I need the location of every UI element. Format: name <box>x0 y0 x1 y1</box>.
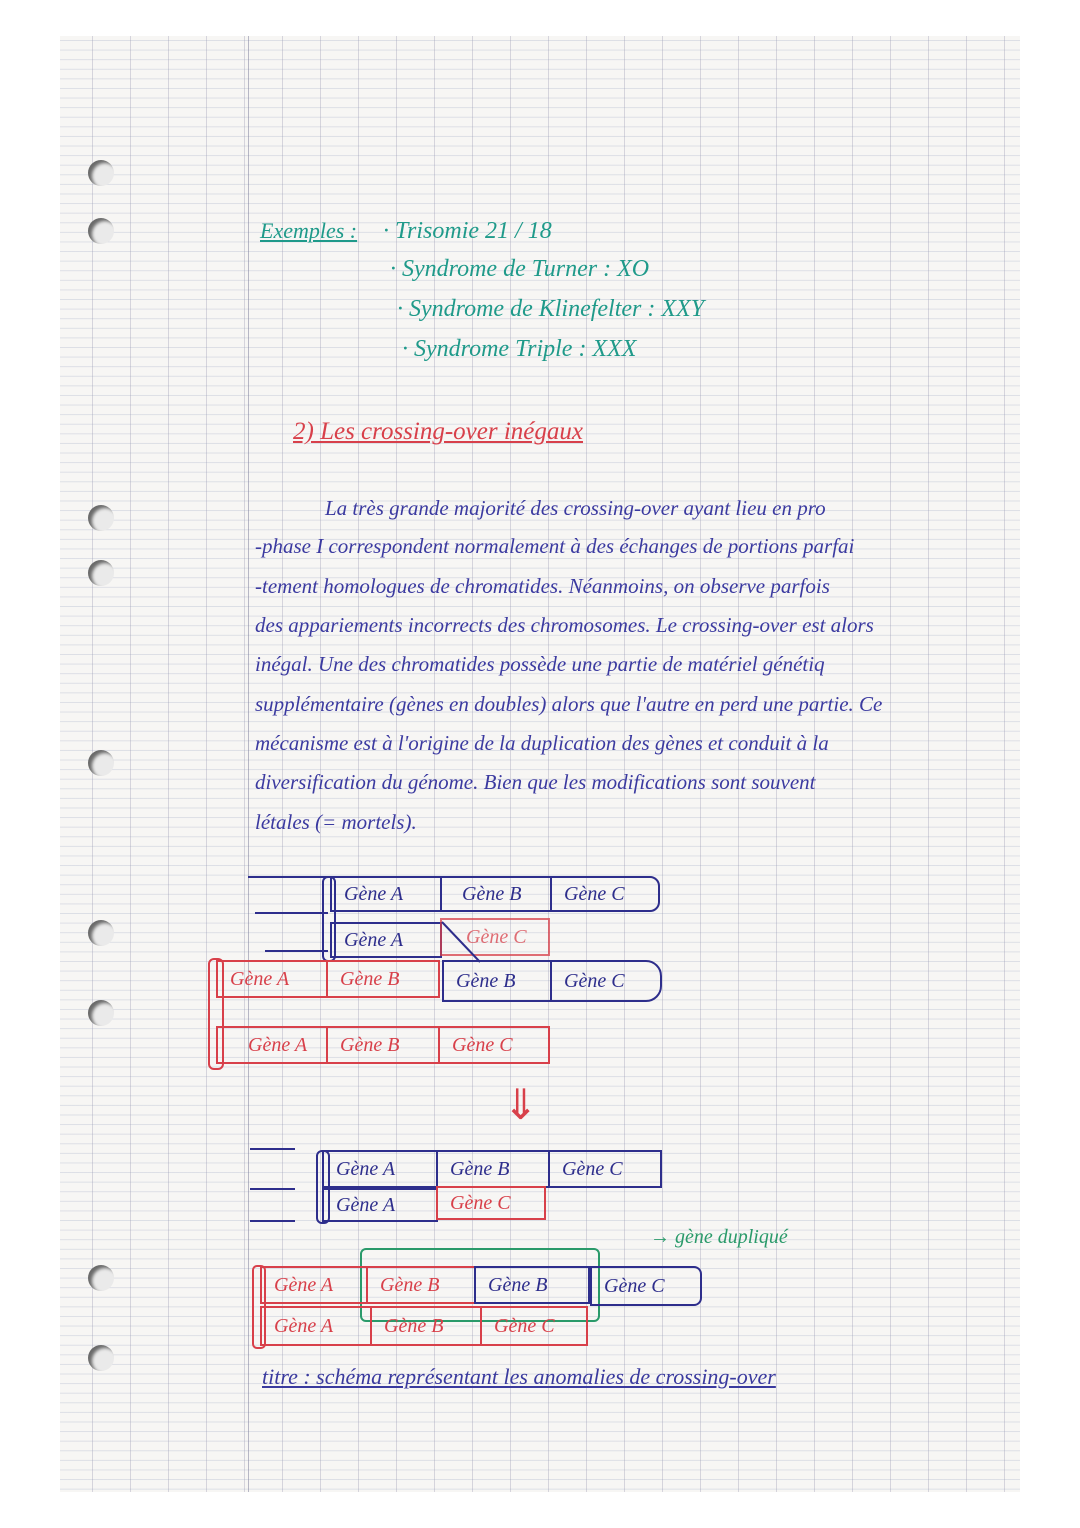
duplicated-gene-label: → gène dupliqué <box>650 1226 788 1248</box>
diagram-caption: titre : schéma représentant les anomalies de crossing-over <box>262 1364 776 1389</box>
gene-box: Gène C <box>436 1186 546 1220</box>
chromosome-arm-line <box>265 950 328 952</box>
gene-box: Gène B <box>474 1266 590 1304</box>
example-item: · Syndrome Triple : XXX <box>402 336 637 362</box>
gene-box: Gène A <box>216 960 328 998</box>
punch-hole <box>88 1345 114 1371</box>
chromosome-arm-line <box>250 1220 295 1222</box>
gene-box: Gène A <box>260 1266 368 1304</box>
gene-box: Gène C <box>438 1026 550 1064</box>
gene-box: Gène C <box>590 1266 702 1306</box>
gene-box: Gène A <box>330 922 442 958</box>
margin-line <box>248 36 249 1492</box>
paragraph-line: mécanisme est à l'origine de la duplication des gènes et conduit à la <box>255 731 829 755</box>
example-item: · Syndrome de Turner : XO <box>390 256 650 282</box>
paragraph-line: létales (= mortels). <box>255 810 417 834</box>
gene-box: Gène B <box>370 1306 482 1346</box>
punch-hole <box>88 920 114 946</box>
examples-label: Exemples : <box>260 218 358 243</box>
gene-box: Gène C <box>550 876 660 912</box>
gene-box: Gène A <box>322 1188 438 1222</box>
paragraph-line: -tement homologues de chromatides. Néanmoins, on observe parfois <box>255 574 830 598</box>
gene-box: Gène A <box>330 876 442 912</box>
gene-box: Gène C <box>440 918 550 956</box>
gene-box: Gène B <box>436 1150 550 1188</box>
paragraph-line: supplémentaire (gènes en doubles) alors que l'autre en perd une partie. Ce <box>255 692 883 716</box>
punch-hole <box>88 218 114 244</box>
punch-hole <box>88 560 114 586</box>
punch-hole <box>88 505 114 531</box>
gene-box: Gène B <box>366 1266 476 1304</box>
example-item: · Trisomie 21 / 18 <box>383 218 552 244</box>
chromosome-arm-line <box>250 1148 295 1150</box>
punch-hole <box>88 160 114 186</box>
gene-box: Gène C <box>548 1150 662 1188</box>
gene-box: Gène B <box>326 1026 440 1064</box>
gene-box: Gène A <box>322 1150 438 1188</box>
gene-box: Gène B <box>440 876 552 912</box>
paragraph-line: diversification du génome. Bien que les modifications sont souvent <box>255 770 816 794</box>
punch-hole <box>88 750 114 776</box>
gene-box: Gène A <box>216 1026 328 1064</box>
example-item: · Syndrome de Klinefelter : XXY <box>397 296 705 322</box>
punch-hole <box>88 1000 114 1026</box>
gene-box: Gène B <box>442 960 552 1002</box>
paragraph-line: des appariements incorrects des chromosomes. Le crossing-over est alors <box>255 613 874 637</box>
chromosome-arm-line <box>250 1188 295 1190</box>
paragraph-line: -phase I correspondent normalement à des échanges de portions parfai <box>255 534 855 558</box>
gene-box: Gène C <box>480 1306 588 1346</box>
chromosome-arm-line <box>255 912 328 914</box>
gene-box: Gène B <box>326 960 440 998</box>
crossover-line <box>440 920 510 965</box>
down-arrow-icon: ⇓ <box>503 1083 539 1129</box>
gene-box: Gène A <box>260 1306 372 1346</box>
paragraph-line: inégal. Une des chromatides possède une partie de matériel génétiq <box>255 652 825 676</box>
paragraph-line: La très grande majorité des crossing-over ayant lieu en pro <box>325 496 826 520</box>
gene-box: Gène C <box>550 960 662 1002</box>
section-title: 2) Les crossing-over inégaux <box>293 418 583 445</box>
punch-hole <box>88 1265 114 1291</box>
chromosome-arm-line <box>248 876 328 878</box>
